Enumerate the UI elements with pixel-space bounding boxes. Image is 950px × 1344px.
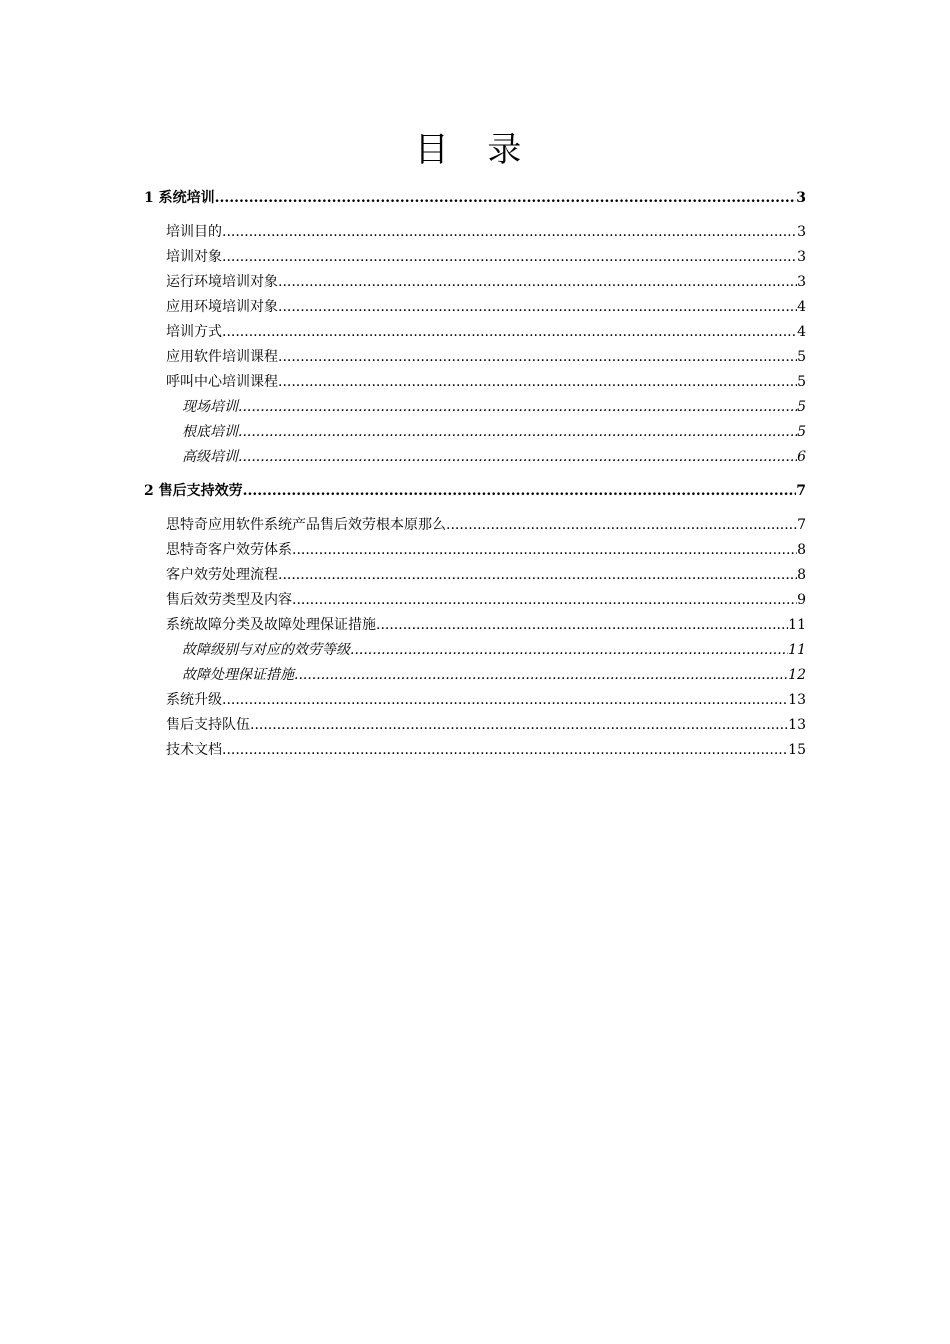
toc-entry-page: 5: [797, 399, 806, 415]
toc-entry-label: 系统故障分类及故障处理保证措施: [166, 617, 376, 633]
toc-dot-leader: [238, 420, 797, 445]
toc-entry-level2[interactable]: [144, 513, 806, 538]
toc-dot-leader: [222, 320, 797, 345]
toc-dot-leader: [250, 713, 788, 738]
toc-entry-level2[interactable]: [144, 738, 806, 763]
page-title: 目 录: [414, 130, 536, 170]
toc-entry-label: 思特奇客户效劳体系: [166, 542, 292, 558]
toc-dot-leader: [222, 220, 797, 245]
toc-dot-leader: [238, 445, 797, 470]
toc-entry-page: 11: [788, 617, 806, 633]
toc-dot-leader: [278, 295, 797, 320]
toc-entry-label: 故障级别与对应的效劳等级: [182, 642, 350, 658]
toc-entry-page: 5: [797, 349, 806, 365]
toc-entry-label: 高级培训: [182, 449, 238, 465]
toc-dot-leader: [446, 513, 797, 538]
toc-entry-page: 6: [797, 449, 806, 465]
toc-entry-label: 培训对象: [166, 249, 222, 265]
toc-dot-leader: [222, 245, 797, 270]
table-of-contents: [144, 186, 806, 763]
toc-entry-label: 培训方式: [166, 324, 222, 340]
toc-entry-page: 9: [797, 592, 806, 608]
toc-dot-leader: [292, 538, 797, 563]
toc-entry-page: 7: [796, 483, 806, 499]
toc-dot-leader: [222, 738, 788, 763]
toc-entry-level2[interactable]: [144, 613, 806, 638]
toc-entry-level2[interactable]: [144, 588, 806, 613]
toc-entry-label: 根底培训: [182, 424, 238, 440]
toc-entry-page: 3: [796, 190, 806, 206]
toc-entry-page: 13: [788, 717, 806, 733]
toc-entry-label: 培训目的: [166, 224, 222, 240]
toc-entry-level1[interactable]: [144, 479, 806, 504]
toc-entry-page: 8: [797, 542, 806, 558]
toc-dot-leader: [376, 613, 788, 638]
toc-entry-label: 运行环境培训对象: [166, 274, 278, 290]
toc-entry-label: 思特奇应用软件系统产品售后效劳根本原那么: [166, 517, 446, 533]
toc-entry-page: 3: [797, 224, 806, 240]
toc-entry-label: 应用环境培训对象: [166, 299, 278, 315]
toc-entry-level2[interactable]: [144, 270, 806, 295]
toc-entry-page: 5: [797, 374, 806, 390]
toc-entry-page: 4: [797, 324, 806, 340]
toc-dot-leader: [222, 688, 788, 713]
toc-dot-leader: [278, 563, 797, 588]
toc-entry-page: 8: [797, 567, 806, 583]
toc-entry-page: 3: [797, 274, 806, 290]
toc-entry-level2[interactable]: [144, 295, 806, 320]
toc-entry-level3[interactable]: [144, 445, 806, 470]
toc-dot-leader: [215, 186, 797, 211]
toc-entry-level2[interactable]: [144, 245, 806, 270]
toc-entry-page: 3: [797, 249, 806, 265]
toc-dot-leader: [243, 479, 797, 504]
toc-dot-leader: [350, 638, 788, 663]
toc-entry-level3[interactable]: [144, 638, 806, 663]
toc-entry-page: 15: [788, 742, 806, 758]
toc-entry-level2[interactable]: [144, 345, 806, 370]
toc-entry-label: 技术文档: [166, 742, 222, 758]
toc-entry-label: 系统升级: [166, 692, 222, 708]
toc-dot-leader: [278, 345, 797, 370]
toc-entry-page: 5: [797, 424, 806, 440]
toc-entry-level2[interactable]: [144, 370, 806, 395]
toc-entry-label: 应用软件培训课程: [166, 349, 278, 365]
toc-entry-level2[interactable]: [144, 563, 806, 588]
toc-entry-page: 12: [788, 667, 806, 683]
toc-entry-level3[interactable]: [144, 395, 806, 420]
toc-entry-level3[interactable]: [144, 420, 806, 445]
toc-dot-leader: [294, 663, 788, 688]
toc-entry-level3[interactable]: [144, 663, 806, 688]
toc-entry-label: 故障处理保证措施: [182, 667, 294, 683]
toc-entry-page: 11: [788, 642, 806, 658]
toc-entry-label: 售后支持队伍: [166, 717, 250, 733]
toc-dot-leader: [278, 270, 797, 295]
toc-entry-page: 7: [797, 517, 806, 533]
toc-entry-page: 13: [788, 692, 806, 708]
toc-dot-leader: [238, 395, 797, 420]
toc-entry-level1[interactable]: [144, 186, 806, 211]
toc-entry-label: 客户效劳处理流程: [166, 567, 278, 583]
toc-entry-label: 2 售后支持效劳: [144, 483, 243, 499]
toc-entry-level2[interactable]: [144, 688, 806, 713]
toc-dot-leader: [278, 370, 797, 395]
toc-entry-label: 1 系统培训: [144, 190, 215, 206]
toc-entry-level2[interactable]: [144, 713, 806, 738]
toc-dot-leader: [292, 588, 797, 613]
toc-entry-level2[interactable]: [144, 320, 806, 345]
toc-entry-label: 售后效劳类型及内容: [166, 592, 292, 608]
toc-entry-level2[interactable]: [144, 220, 806, 245]
toc-entry-label: 呼叫中心培训课程: [166, 374, 278, 390]
toc-entry-label: 现场培训: [182, 399, 238, 415]
toc-entry-page: 4: [797, 299, 806, 315]
toc-entry-level2[interactable]: [144, 538, 806, 563]
